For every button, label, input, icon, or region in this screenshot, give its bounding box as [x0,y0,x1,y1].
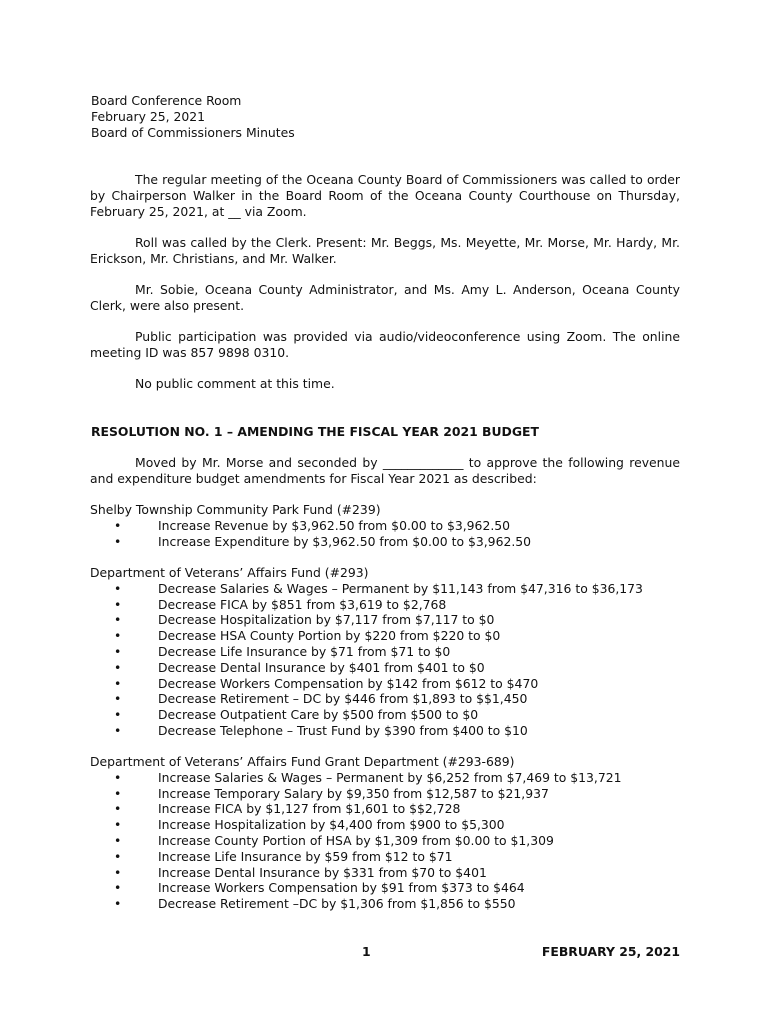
section-title: Department of Veterans’ Affairs Fund (#293) [90,565,369,580]
list-item: • Decrease Hospitalization by $7,117 from $7,117 to $0 [114,612,495,628]
list-item: • Increase County Portion of HSA by $1,309 from $0.00 to $1,309 [114,832,554,848]
bullet-icon: • [114,707,122,723]
bullet-icon: • [114,643,122,659]
bullet-icon: • [114,596,122,612]
paragraph-public-participation: Public participation was provided via audio/videoconference using Zoom. The online meeting ID was 857 9898 0310. [90,329,680,360]
list-item: • Increase Workers Compensation by $91 from $373 to $464 [114,880,525,896]
list-item: • Increase Salaries & Wages – Permanent by $6,252 from $7,469 to $13,721 [114,769,622,785]
amendment-list [90,581,643,739]
list-item: • Decrease FICA by $851 from $3,619 to $2,768 [114,596,447,612]
bullet-icon: • [114,848,122,864]
amendment-list [90,518,531,550]
paragraph-also-present: Mr. Sobie, Oceana County Administrator, and Ms. Amy L. Anderson, Oceana County Clerk, were also present. [90,282,680,313]
list-item: • Decrease Dental Insurance by $401 from $401 to $0 [114,659,485,675]
bullet-icon: • [114,533,122,549]
bullet-icon: • [114,612,122,628]
list-item: • Decrease Outpatient Care by $500 from $500 to $0 [114,707,479,723]
page-number: 1 [362,944,371,959]
bullet-icon: • [114,832,122,848]
list-item: • Decrease HSA County Portion by $220 from $220 to $0 [114,628,501,644]
list-item: • Decrease Retirement – DC by $446 from $1,893 to $$1,450 [114,691,528,707]
bullet-icon: • [114,722,122,738]
bullet-icon: • [114,817,122,833]
list-item: • Decrease Retirement –DC by $1,306 from $1,856 to $550 [114,896,516,912]
bullet-icon: • [114,880,122,896]
header-location: Board Conference Room [91,93,242,108]
list-item: • Decrease Life Insurance by $71 from $71 to $0 [114,643,451,659]
section-title: Shelby Township Community Park Fund (#239) [90,502,381,517]
list-item: • Increase Expenditure by $3,962.50 from $0.00 to $3,962.50 [114,533,532,549]
header-title: Board of Commissioners Minutes [91,124,295,140]
section-title: Department of Veterans’ Affairs Fund Grant Department (#293-689) [90,754,515,769]
budget-section [90,502,531,549]
budget-section [90,565,643,739]
bullet-icon: • [114,864,122,880]
list-item: • Decrease Workers Compensation by $142 from $612 to $470 [114,675,539,691]
resolution-heading: RESOLUTION NO. 1 – AMENDING THE FISCAL YEAR 2021 BUDGET [91,424,539,439]
list-item: • Increase Temporary Salary by $9,350 from $12,587 to $21,937 [114,785,549,801]
list-item: • Increase FICA by $1,127 from $1,601 to $$2,728 [114,801,461,817]
paragraph-public-comment: No public comment at this time. [135,376,335,391]
amendment-list [90,770,622,912]
list-item: • Decrease Salaries & Wages – Permanent by $11,143 from $47,316 to $36,173 [114,580,643,596]
paragraph-call-to-order: The regular meeting of the Oceana County Board of Commissioners was called to order by Chairperson Walker in the Board Room of the Oceana County Courthouse on Thursday, February 25, 2021, at __ via Zoom. [90,172,680,219]
bullet-icon: • [114,801,122,817]
bullet-icon: • [114,675,122,691]
list-item: • Increase Hospitalization by $4,400 from $900 to $5,300 [114,817,505,833]
bullet-icon: • [114,769,122,785]
list-item: • Increase Life Insurance by $59 from $12 to $71 [114,848,453,864]
resolution-motion: Moved by Mr. Morse and seconded by _____________ to approve the following revenue and expenditure budget amendments for Fiscal Year 2021 as described: [90,455,680,486]
paragraph-roll-call: Roll was called by the Clerk. Present: Mr. Beggs, Ms. Meyette, Mr. Morse, Mr. Hardy, Mr. Erickson, Mr. Christians, and Mr. Walker. [90,235,680,266]
bullet-icon: • [114,580,122,596]
list-item: • Increase Revenue by $3,962.50 from $0.00 to $3,962.50 [114,517,511,533]
list-item: • Increase Dental Insurance by $331 from $70 to $401 [114,864,487,880]
bullet-icon: • [114,517,122,533]
bullet-icon: • [114,628,122,644]
list-item: • Decrease Telephone – Trust Fund by $390 from $400 to $10 [114,722,528,738]
bullet-icon: • [114,659,122,675]
bullet-icon: • [114,785,122,801]
bullet-icon: • [114,691,122,707]
bullet-icon: • [114,896,122,912]
footer-date: FEBRUARY 25, 2021 [541,944,680,959]
budget-section [90,754,622,912]
header-date: February 25, 2021 [91,108,206,124]
document-header [91,93,295,140]
